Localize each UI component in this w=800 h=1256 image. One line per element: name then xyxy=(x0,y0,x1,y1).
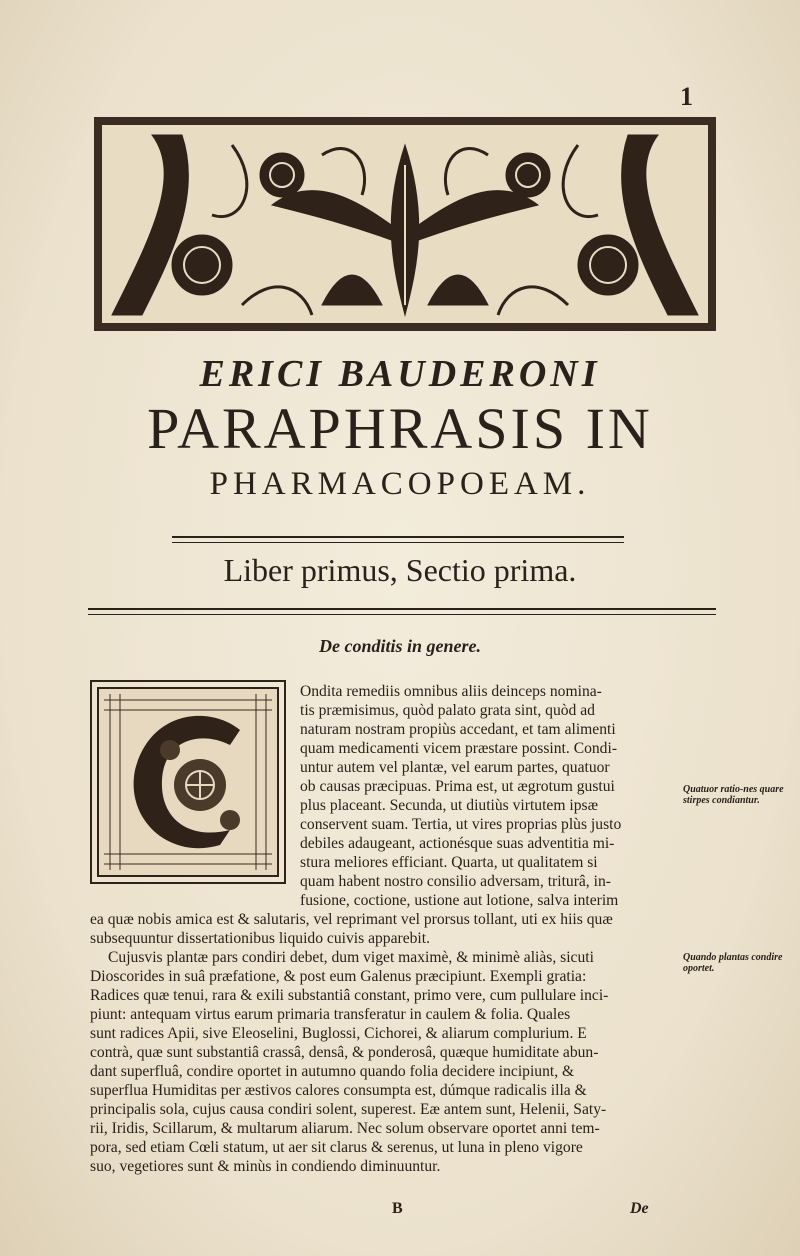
body-line: sunt radices Apii, sive Eleoselini, Buglossi, Cichorei, & aliarum complurium. E xyxy=(90,1025,587,1042)
body-line: piunt: antequam virtus earum primaria transferatur in caulem & folia. Quales xyxy=(90,1006,571,1023)
body-line: quam medicamenti vicem præstare possint. Condi- xyxy=(300,740,618,757)
body-line: quam habent nostro consilio adversam, triturâ, in- xyxy=(300,873,611,890)
body-line: pora, sed etiam Cœli statum, ut aer sit clarus & serenus, ut luna in pleno vigore xyxy=(90,1139,583,1156)
ornamental-headpiece xyxy=(92,115,718,333)
body-line: Cujusvis plantæ pars condiri debet, dum viget maximè, & minimè aliàs, sicuti xyxy=(108,949,594,966)
page-subtitle: PHARMACOPOEAM. xyxy=(209,466,591,502)
body-line: untur autem vel plantæ, vel earum partes, quatuor xyxy=(300,759,610,776)
body-line: Dioscorides in suâ præfatione, & post eum Galenus præcipiunt. Exempli gratia: xyxy=(90,968,587,985)
body-line: suo, vegetiores sunt & minùs in condiendo diminuuntur. xyxy=(90,1158,441,1175)
body-line: fusione, coctione, ustione aut lotione, salva interim xyxy=(300,892,619,909)
body-line: conservent suam. Tertia, ut vires proprias plùs justo xyxy=(300,816,622,833)
body-line: dant superfluâ, condire oportet in autumno quando folia decidere incipiunt, & xyxy=(90,1063,575,1080)
body-line: superflua Humiditas per æstivos calores consumpta est, dúmque radicalis illa & xyxy=(90,1082,587,1099)
margin-note: Quando plantas condire oportet. xyxy=(683,952,783,974)
body-line: tis præmisimus, quòd palato grata sint, quòd ad xyxy=(300,702,595,719)
catchword: De xyxy=(630,1200,649,1217)
margin-note: Quatuor ratio-nes quare stirpes condiantur. xyxy=(683,784,784,806)
author-line: ERICI BAUDERONI xyxy=(199,353,601,395)
body-line: naturam nostram propiùs accedant, et tam alimenti xyxy=(300,721,616,738)
section-rule xyxy=(88,608,716,615)
body-line: ob causas præcipuas. Prima est, ut ægrotum gustui xyxy=(300,778,615,795)
section-heading: De conditis in genere. xyxy=(319,636,481,656)
body-line: debiles adaugeant, actionésque suas adventitia mi- xyxy=(300,835,615,852)
body-line: subsequuntur dissertationibus liquido cuivis apparebit. xyxy=(90,930,430,947)
body-line: stura meliores efficiant. Quarta, ut qualitatem si xyxy=(300,854,598,871)
decorated-initial-c xyxy=(90,680,286,884)
body-line: contrà, quæ sunt substantiâ crassâ, densâ, & ponderosâ, quæque humiditate abun- xyxy=(90,1044,599,1061)
book-heading: Liber primus, Sectio prima. xyxy=(223,552,577,588)
signature-mark: B xyxy=(392,1200,403,1217)
body-line: rii, Iridis, Scillarum, & multarum aliarum. Nec solum observare oportet anni tem- xyxy=(90,1120,600,1137)
title-rule xyxy=(172,536,624,543)
body-line: ea quæ nobis amica est & salutaris, vel reprimant vel prorsus tollant, uti ex hiis quæ xyxy=(90,911,613,928)
folio-number: 1 xyxy=(680,82,693,111)
body-line: Radices quæ tenui, rara & exili substantiâ constant, primo vere, cum pullulare inci- xyxy=(90,987,609,1004)
page-title: PARAPHRASIS IN xyxy=(147,396,653,461)
body-line: Ondita remediis omnibus aliis deinceps nomina- xyxy=(300,683,602,700)
body-line: principalis sola, cujus causa condiri solent, superest. Eæ antem sunt, Helenii, Saty- xyxy=(90,1101,607,1118)
body-line: plus placeant. Secunda, ut diutiùs virtutem ipsæ xyxy=(300,797,598,814)
